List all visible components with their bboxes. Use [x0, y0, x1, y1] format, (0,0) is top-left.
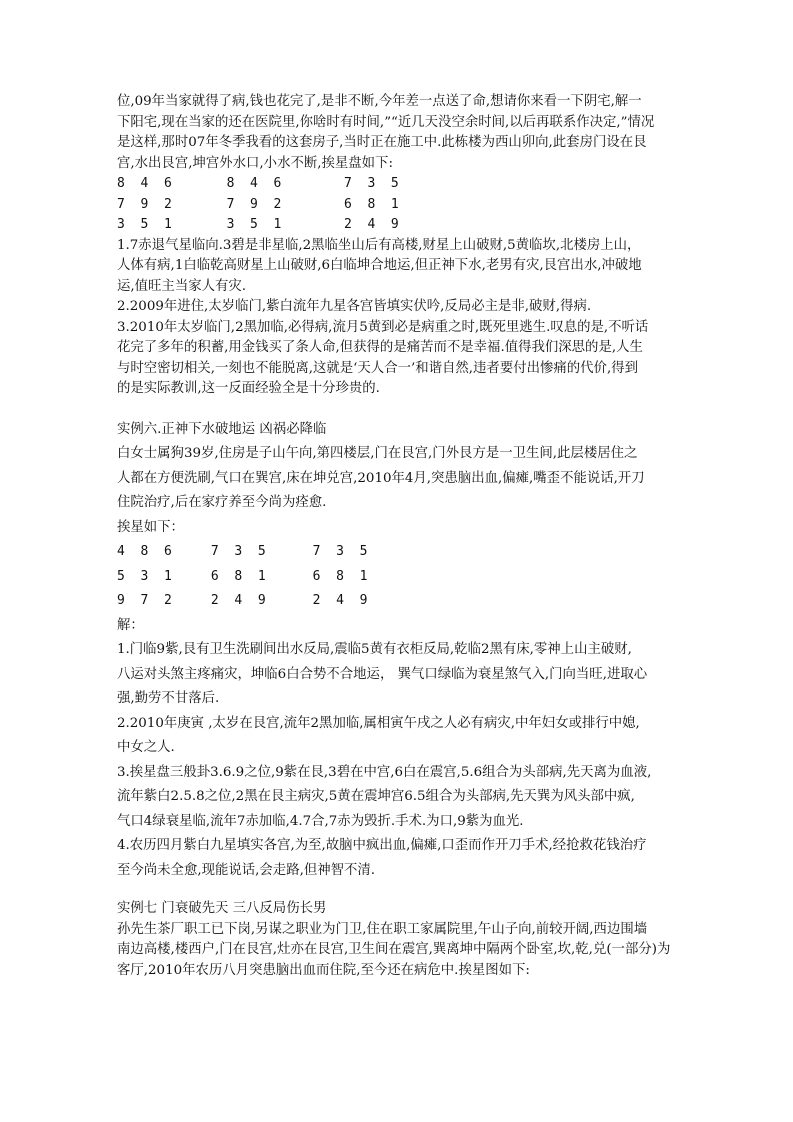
analysis-line: 与时空密切相关,一刻也不能脱离,这就是‘天人合一’和谐自然,违者要付出惨痛的代价,得到: [117, 360, 638, 376]
paragraph-line: 客厅,2010年农历八月突患脑出血而住院,至今还在病危中.挨星图如下:: [117, 962, 530, 978]
solution-line: 至今尚未全愈,现能说话,会走路,但神智不清.: [117, 862, 376, 878]
paragraph-line: 孙先生茶厂职工已下岗,另谋之职业为门卫,住在职工家属院里,午山子向,前较开阔,西边围墙: [117, 921, 648, 937]
solution-line: 气口4绿衰星临,流年7赤加临,4.7合,7赤为毁折.手术.为口,9紫为血光.: [117, 813, 524, 829]
analysis-line: 花完了多年的积蓄,用金钱买了条人命,但获得的是痛苦而不是幸福.值得我们深思的是,人生: [117, 340, 643, 355]
star-chart-row: 7 9 2 7 9 2 6 8 1: [117, 196, 399, 212]
star-chart-grid: [117, 540, 677, 614]
paragraph-line: 下阳宅,现在当家的还在医院里,你啥时有时间,”“近几天没空余时间,以后再联系作决定,”情况: [117, 114, 655, 130]
paragraph-line: 南边高楼,楼西户,门在艮宫,灶亦在艮宫,卫生间在震宫,巽离坤中隔两个卧室,坎,乾,兑(一部分)为: [117, 942, 671, 957]
section-heading: 实例七 门衰破先天 三八反局伤长男: [117, 901, 327, 916]
paragraph-line: 人都在方便洗刷,气口在巽宫,床在坤兑宫,2010年4月,突患脑出血,偏瘫,嘴歪不能说话,开刀: [117, 470, 645, 486]
solution-line: 流年紫白2.5.8之位,2黑在艮主病灾,5黄在震坤宫6.5组合为头部病,先天巽为风头部中疯,: [117, 789, 635, 804]
solution-line: 1.门临9紫,艮有卫生洗刷间出水反局,震临5黄有衣柜反局,乾临2黑有床,零神上山主破财,: [117, 642, 632, 657]
paragraph-line: 挨星如下：: [117, 519, 184, 535]
star-chart-row: 9 7 2 2 4 9 2 4 9: [117, 593, 368, 608]
section-heading: 实例六.正神下水破地运 凶祸必降临: [117, 421, 327, 437]
solution-line: 八运对头煞主疼痛灾，坤临6白合势不合地运， 巽气口绿临为衰星煞气入,门向当旺,进取心: [117, 666, 648, 682]
section-case-seven: [117, 899, 677, 981]
solution-label: 解：: [117, 617, 144, 633]
solution-line: 3.挨星盘三般卦3.6.9之位,9紫在艮,3碧在中宫,6白在震宫,5.6组合为头部病,先天离为血液,: [117, 764, 652, 780]
paragraph-line: 住院治疗,后在家疗养至今尚为痊愈.: [117, 495, 327, 510]
analysis-line: 运,值旺主当家人有灾.: [117, 278, 247, 294]
star-chart-row: 3 5 1 3 5 1 2 4 9: [117, 217, 399, 232]
paragraph-line: 宫,水出艮宫,坤宫外水口,小水不断,挨星盘如下:: [117, 155, 393, 171]
star-chart-grid: [117, 174, 677, 236]
star-chart-row: 8 4 6 8 4 6 7 3 5: [117, 176, 399, 191]
solution-line: 2.2010年庚寅 ,太岁在艮宫,流年2黑加临,属相寅午戌之人必有病灾,中年妇女或排行中媳,: [117, 715, 640, 731]
analysis-line: 2.2009年进住,太岁临门,紫白流年九星各宫皆填实伏吟,反局必主是非,破财,得病.: [117, 299, 592, 314]
star-chart-row: 5 3 1 6 8 1 6 8 1: [117, 568, 368, 584]
solution-line: 中女之人.: [117, 740, 175, 755]
section-case-six: [117, 418, 677, 884]
document-content: [117, 92, 677, 981]
section-case-five-continued: [117, 92, 677, 400]
analysis-line: 1.7赤退气星临向.3碧是非星临,2黑临坐山后有高楼,财星上山破财,5黄临坎,北楼房上山，: [117, 237, 641, 253]
star-chart-row: 4 8 6 7 3 5 7 3 5: [117, 544, 368, 559]
paragraph-line: 位,09年当家就得了病,钱也花完了,是非不断,今年差一点送了命,想请你来看一下阴宅,解一: [117, 94, 642, 109]
solution-line: 强,勤劳不甘落后.: [117, 691, 220, 706]
analysis-line: 的是实际教训,这一反面经验全是十分珍贵的.: [117, 381, 380, 396]
analysis-line: 人体有病,1白临乾高财星上山破财,6白临坤合地运,但正神下水,老男有灾,艮宫出水,冲破地: [117, 258, 642, 273]
solution-line: 4.农历四月紫白九星填实各宫,为至,故脑中疯出血,偏瘫,口歪而作开刀手术,经抢救花钱治疗: [117, 838, 647, 853]
paragraph-line: 白女士属狗39岁,住房是子山午向,第四楼层,门在艮宫,门外艮方是一卫生间,此层楼居住之: [117, 446, 638, 461]
paragraph-line: 是这样,那时07年冬季我看的这套房子,当时正在施工中.此栋楼为西山卯向,此套房门设在艮: [117, 135, 647, 150]
analysis-line: 3.2010年太岁临门,2黑加临,必得病,流月5黄到必是病重之时,既死里逃生.叹息的是,不听话: [117, 319, 649, 335]
